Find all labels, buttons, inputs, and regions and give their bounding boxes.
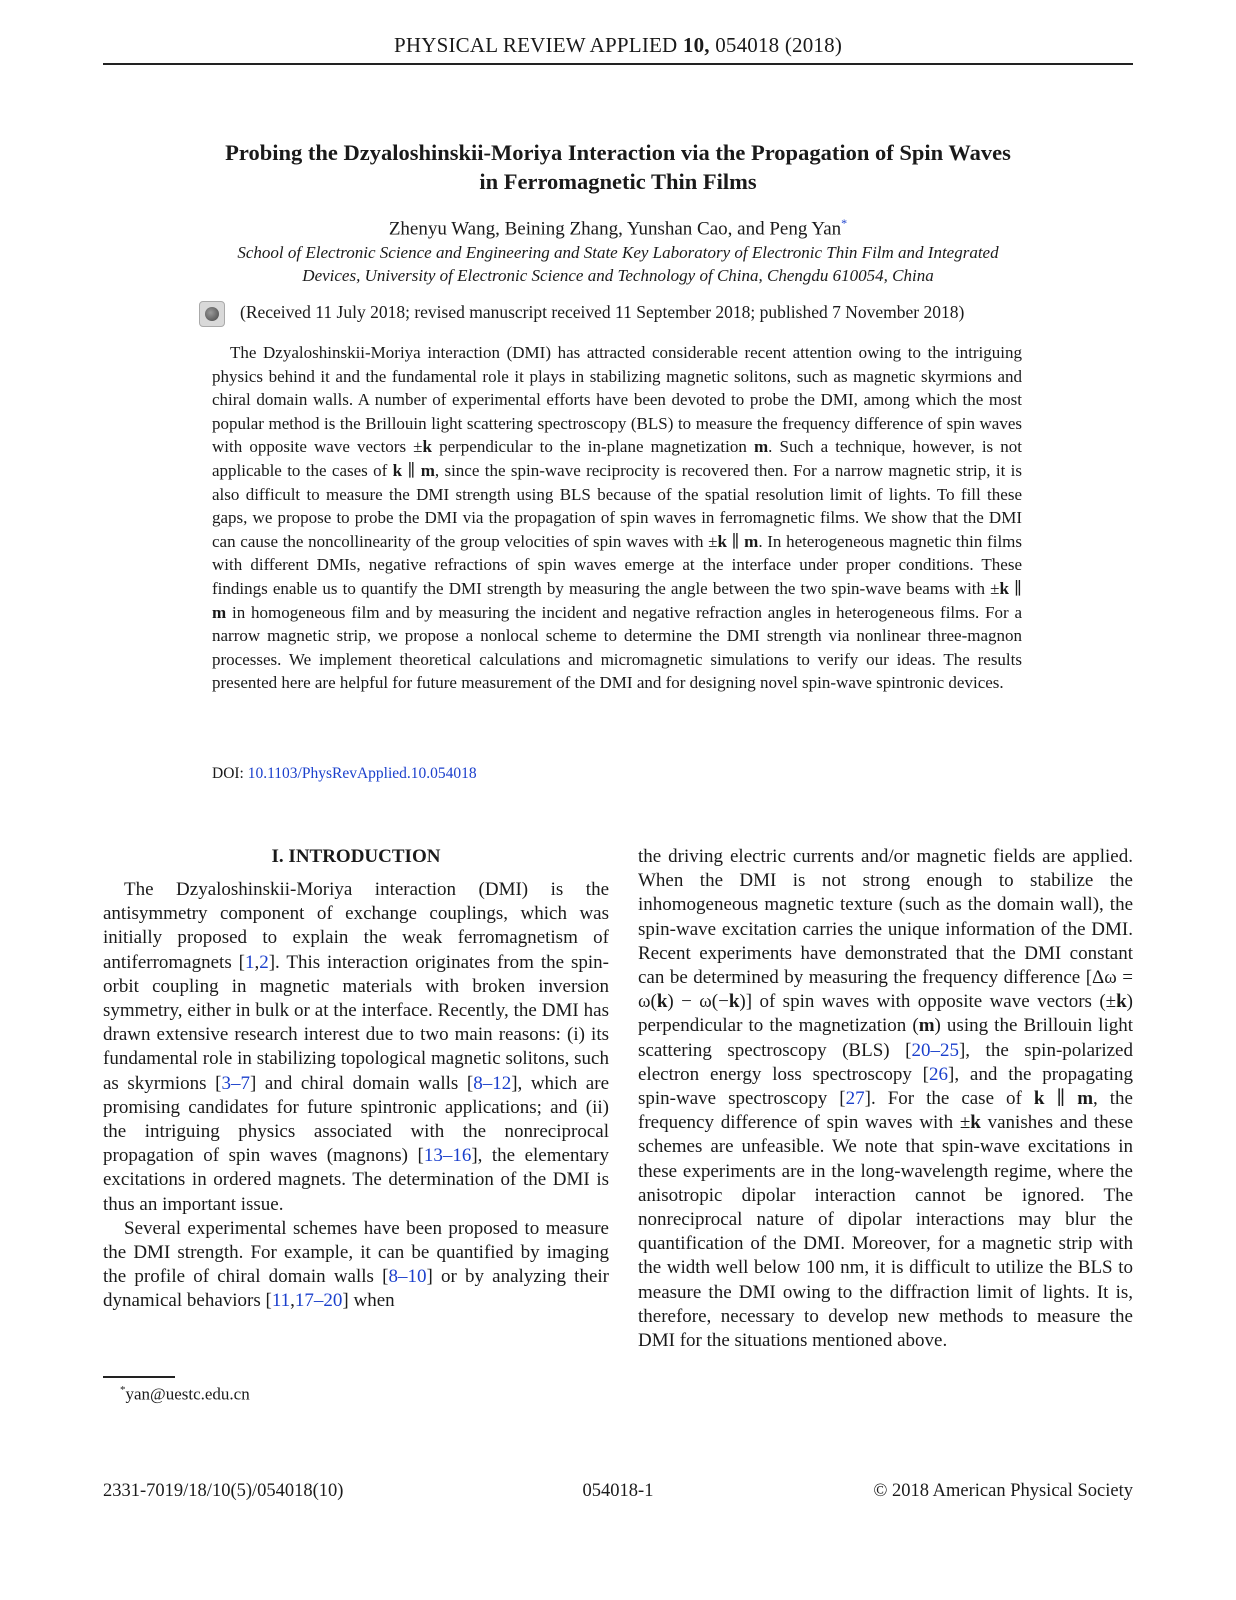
crossmark-icon-dot <box>205 307 219 321</box>
body-text: ] or by analyzing their dynamical behaviors [ <box>103 1266 609 1312</box>
authors-text: Zhenyu Wang, Beining Zhang, Yunshan Cao, and Peng Yan <box>388 218 842 240</box>
body-text: ) perpendicular to the magnetization ( <box>638 991 1133 1037</box>
vector-m: m <box>420 460 435 480</box>
body-text: ], which are promising candidates for future spintronic applications; and (ii) the intriguing physics associated with the nonreciprocal propagation of spin waves (magnons) [ <box>103 1072 610 1167</box>
abstract-text: . In heterogeneous magnetic thin films with different DMIs, negative refractions of spin waves emerge at the interface under proper conditions. These findings enable us to quantify the DMI strength by measuring the angle between the two spin-wave beams with ± <box>212 531 1022 598</box>
footnote <box>120 1384 250 1405</box>
body-text: ], the elementary excitations in ordered magnets. The determination of the DMI is thus an important issue. <box>103 1145 609 1215</box>
affiliation <box>150 241 1086 287</box>
running-header <box>0 33 1236 58</box>
vector-k: k <box>728 991 740 1013</box>
abstract-text: perpendicular to the in-plane magnetization <box>431 437 754 457</box>
journal-volume: 10, <box>682 33 710 57</box>
citation-link[interactable]: 13–16 <box>423 1145 472 1167</box>
footnote-rule <box>103 1376 175 1378</box>
paragraph-2-continued <box>638 845 1133 1353</box>
author-list <box>0 216 1236 240</box>
paragraph-1 <box>103 878 609 1217</box>
abstract-text: The Dzyaloshinskii-Moriya interaction (DMI) has attracted considerable recent attention owing to the intriguing physics behind it and the fundamental role it plays in stabilizing magnetic solitons, such as magnetic skyrmions and chiral domain walls. A number of experimental efforts have been devoted to probe the DMI, among which the most popular method is the Brillouin light scattering spectroscopy (BLS) to measure the frequency difference of spin waves with opposite wave vectors ± <box>212 343 1022 457</box>
article-number: 054018 (2018) <box>715 33 843 57</box>
body-text: the driving electric currents and/or magnetic fields are applied. When the DMI is not strong enough to stabilize the inhomogeneous magnetic texture (such as the domain wall), the spin-wave excitation carries the unique information of the DMI. Recent experiments have demonstrated that the DMI constant can be determined by measuring the frequency difference [Δω = ω( <box>638 846 1133 1013</box>
body-text: , the frequency difference of spin waves with ± <box>638 1088 1133 1134</box>
footer-page-number: 054018-1 <box>582 1481 654 1501</box>
footnote-mark: * <box>120 1384 126 1396</box>
parallel-symbol: ∥ <box>1044 1088 1078 1110</box>
body-text: )] of spin waves with opposite wave vectors (± <box>739 991 1117 1013</box>
body-text: Several experimental schemes have been proposed to measure the DMI strength. For example, it can be quantified by imaging the profile of chiral domain walls [ <box>103 1217 609 1288</box>
body-text: ] and chiral domain walls [ <box>249 1072 474 1094</box>
journal-name: PHYSICAL REVIEW APPLIED <box>393 33 678 57</box>
citation-link[interactable]: 2 <box>259 951 269 973</box>
citation-link[interactable]: 11 <box>271 1290 291 1312</box>
paragraph-2 <box>103 1217 609 1314</box>
abstract-text: . Such a technique, however, is not applicable to the cases of <box>212 437 1022 480</box>
affiliation-line-2: Devices, University of Electronic Science and Technology of China, Chengdu 610054, China <box>302 266 934 285</box>
footer-issn: 2331-7019/18/10(5)/054018(10) <box>103 1481 344 1501</box>
title-line-2: in Ferromagnetic Thin Films <box>479 169 757 194</box>
vector-m: m <box>1077 1088 1094 1110</box>
body-text: , <box>254 951 260 973</box>
paper-title <box>140 138 1096 196</box>
vector-k: k <box>656 991 668 1013</box>
vector-m: m <box>918 1015 935 1037</box>
body-text: , <box>290 1290 295 1312</box>
corresponding-author-mark[interactable]: * <box>841 216 848 230</box>
body-text: ]. For the case of <box>864 1088 1034 1110</box>
citation-link[interactable]: 26 <box>929 1063 948 1085</box>
affiliation-line-1: School of Electronic Science and Engineering and State Key Laboratory of Electronic Thin Film and Integrated <box>237 243 999 262</box>
citation-link[interactable]: 8–12 <box>473 1072 512 1094</box>
right-column <box>638 845 1133 1353</box>
citation-link[interactable]: 27 <box>845 1088 865 1110</box>
body-text: ] when <box>342 1290 395 1312</box>
doi-link[interactable]: 10.1103/PhysRevApplied.10.054018 <box>247 765 477 782</box>
crossmark-icon[interactable] <box>199 301 225 327</box>
citation-link[interactable]: 20–25 <box>911 1039 959 1061</box>
parallel-symbol: ∥ <box>402 460 421 480</box>
body-text: The Dzyaloshinskii-Moriya interaction (DMI) is the antisymmetry component of exchange couplings, which was initially proposed to explain the weak ferromagnetism of antiferromagnets [ <box>103 879 609 973</box>
vector-k: k <box>717 531 727 551</box>
abstract-text: in homogeneous film and by measuring the incident and negative refraction angles in heterogeneous films. For a narrow magnetic strip, we propose a nonlocal scheme to determine the DMI strength via nonlinear three-magnon processes. We implement theoretical calculations and micromagnetic simulations to verify our ideas. The results presented here are helpful for future measurement of the DMI and for designing novel spin-wave spintronic devices. <box>212 602 1022 693</box>
citation-link[interactable]: 17–20 <box>294 1290 343 1312</box>
vector-k: k <box>999 578 1009 598</box>
vector-k: k <box>1116 991 1127 1013</box>
body-text: ) using the Brillouin light scattering spectroscopy (BLS) [ <box>638 1015 1133 1061</box>
citation-link[interactable]: 1 <box>244 951 255 973</box>
doi-line <box>212 765 477 783</box>
vector-k: k <box>392 460 403 480</box>
body-text: vanishes and these schemes are unfeasible. We note that spin-wave excitations in these experiments are in the long-wavelength regime, where the anisotropic dipolar interaction cannot be ignored. The nonreciprocal nature of dipolar interactions may blur the quantification of the DMI. Moreover, for a magnetic strip with the width well below 100 nm, it is difficult to utilize the BLS to measure the DMI owing to the diffraction limit of lights. It is, therefore, necessary to develop new methods to measure the DMI for the situations mentioned above. <box>638 1112 1134 1352</box>
header-rule <box>103 63 1133 65</box>
vector-m: m <box>212 602 227 622</box>
received-dates: (Received 11 July 2018; revised manuscript received 11 September 2018; published 7 November 2018) <box>240 302 965 322</box>
vector-k: k <box>422 437 432 457</box>
vector-k: k <box>970 1112 981 1134</box>
body-text: ], the spin-polarized electron energy loss spectroscopy [ <box>638 1039 1133 1085</box>
footnote-email: yan@uestc.edu.cn <box>125 1384 250 1404</box>
parallel-symbol: ∥ <box>1008 578 1022 598</box>
vector-m: m <box>744 531 759 551</box>
left-column <box>103 878 609 1314</box>
vector-k: k <box>1033 1088 1045 1110</box>
doi-label: DOI: <box>212 765 248 782</box>
abstract-text: , since the spin-wave reciprocity is recovered then. For a narrow magnetic strip, it is also difficult to measure the DMI strength using BLS because of the spatial resolution limit of lights. To fill these gaps, we propose to probe the DMI via the propagation of spin waves in ferromagnetic films. We show that the DMI can cause the noncollinearity of the group velocities of spin waves with ± <box>212 460 1022 551</box>
footer-copyright: © 2018 American Physical Society <box>873 1481 1133 1501</box>
citation-link[interactable]: 8–10 <box>388 1266 427 1288</box>
citation-link[interactable]: 3–7 <box>221 1072 250 1094</box>
body-text: ]. This interaction originates from the spin-orbit coupling in magnetic materials with broken inversion symmetry, either in bulk or at the interface. Recently, the DMI has drawn extensive research interest due to two main reasons: (i) its fundamental role in stabilizing topological magnetic solitons, such as skyrmions [ <box>103 951 609 1094</box>
abstract <box>212 341 1022 695</box>
vector-m: m <box>753 437 769 457</box>
body-text: ) − ω(− <box>667 991 729 1013</box>
parallel-symbol: ∥ <box>726 531 745 551</box>
title-line-1: Probing the Dzyaloshinskii-Moriya Interaction via the Propagation of Spin Waves <box>225 140 1011 165</box>
section-heading: I. INTRODUCTION <box>271 846 441 867</box>
body-text: ], and the propagating spin-wave spectroscopy [ <box>638 1063 1133 1110</box>
